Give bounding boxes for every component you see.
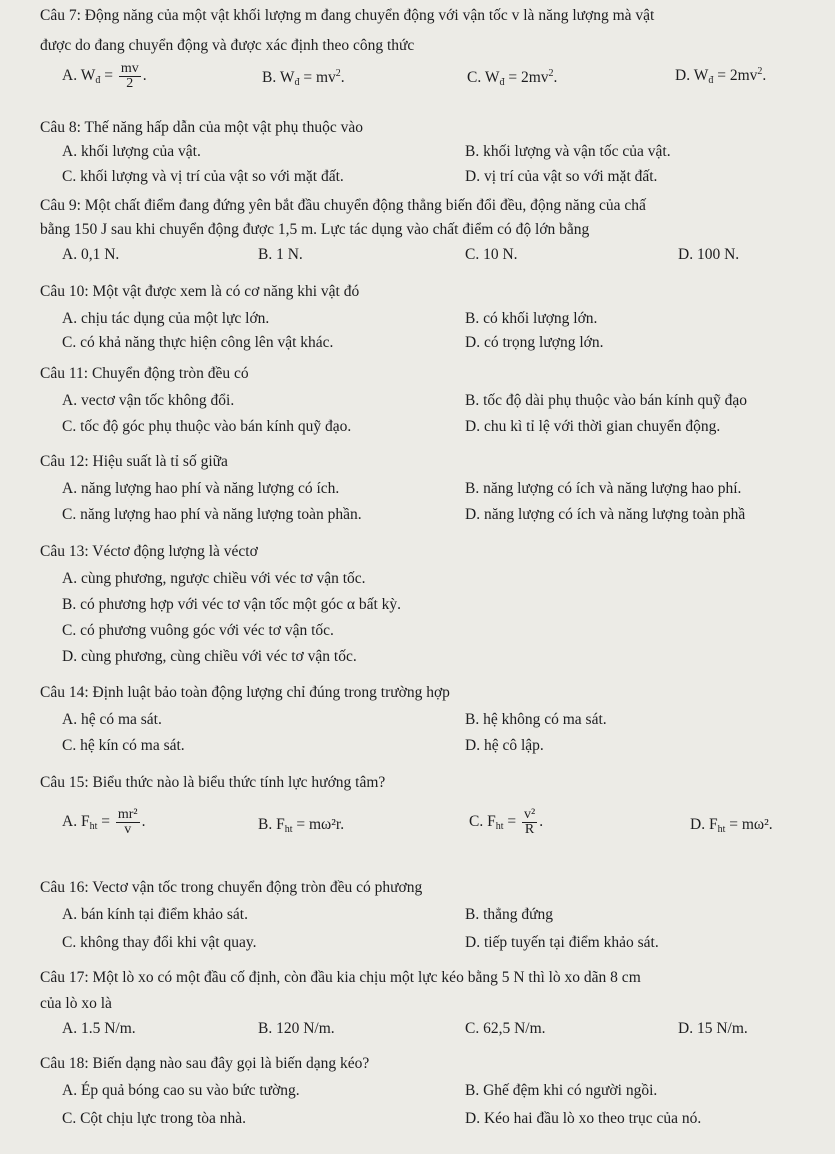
q11-option-c: C. tốc độ góc phụ thuộc vào bán kính quỹ đạo. bbox=[62, 418, 352, 435]
q9-option-d: D. 100 N. bbox=[678, 246, 740, 263]
q9-option-a: A. 0,1 N. bbox=[62, 246, 120, 263]
q13-option-c: C. có phương vuông góc với véc tơ vận tốc. bbox=[62, 622, 334, 639]
q17-option-a: A. 1.5 N/m. bbox=[62, 1020, 136, 1037]
q9-option-c: C. 10 N. bbox=[465, 246, 518, 263]
q7-stem-line2: được do đang chuyển động và được xác định theo công thức bbox=[40, 37, 415, 54]
q15-option-a: A. $F_{ht}$ = $\frac{\text{mr²}}{v}$ . bbox=[62, 807, 146, 837]
q10-option-b: B. có khối lượng lớn. bbox=[465, 310, 598, 327]
q11-option-b: B. tốc độ dài phụ thuộc vào bán kính quỹ đạo bbox=[465, 392, 747, 409]
q8-stem: Câu 8: Thế năng hấp dẫn của một vật phụ thuộc vào bbox=[40, 119, 363, 136]
q14-option-a: A. hệ có ma sát. bbox=[62, 711, 162, 728]
q14-option-d: D. hệ cô lập. bbox=[465, 737, 544, 754]
q16-option-a: A. bán kính tại điểm khảo sát. bbox=[62, 906, 248, 923]
q8-option-d: D. vị trí của vật so với mặt đất. bbox=[465, 168, 658, 185]
q16-option-d: D. tiếp tuyến tại điểm khảo sát. bbox=[465, 934, 659, 951]
q16-option-b: B. thẳng đứng bbox=[465, 906, 554, 923]
q17-option-b: B. 120 N/m. bbox=[258, 1020, 335, 1037]
q11-option-a: A. vectơ vận tốc không đổi. bbox=[62, 392, 235, 409]
q9-option-b: B. 1 N. bbox=[258, 246, 303, 263]
q14-stem: Câu 14: Định luật bảo toàn động lượng chỉ đúng trong trường hợp bbox=[40, 684, 450, 701]
q14-option-c: C. hệ kín có ma sát. bbox=[62, 737, 185, 754]
q10-option-c: C. có khả năng thực hiện công lên vật khác. bbox=[62, 334, 334, 351]
q9-stem-line2: bằng 150 J sau khi chuyển động được 1,5 m. Lực tác dụng vào chất điểm có độ lớn bằng bbox=[40, 221, 590, 238]
q14-option-b: B. hệ không có ma sát. bbox=[465, 711, 607, 728]
q12-option-d: D. năng lượng có ích và năng lượng toàn phầ bbox=[465, 506, 746, 523]
q12-option-b: B. năng lượng có ích và năng lượng hao phí. bbox=[465, 480, 742, 497]
q15-option-d: D. $F_{ht} = m\omega^2$. bbox=[690, 816, 773, 835]
q12-option-a: A. năng lượng hao phí và năng lượng có ích. bbox=[62, 480, 340, 497]
q11-option-d: D. chu kì tỉ lệ với thời gian chuyển động. bbox=[465, 418, 721, 435]
q13-option-a: A. cùng phương, ngược chiều với véc tơ vận tốc. bbox=[62, 570, 366, 587]
q8-option-c: C. khối lượng và vị trí của vật so với mặt đất. bbox=[62, 168, 344, 185]
q10-stem: Câu 10: Một vật được xem là có cơ năng khi vật đó bbox=[40, 283, 360, 300]
q15-stem: Câu 15: Biểu thức nào là biểu thức tính lực hướng tâm? bbox=[40, 774, 386, 791]
q16-option-c: C. không thay đổi khi vật quay. bbox=[62, 934, 257, 951]
q13-option-b: B. có phương hợp với véc tơ vận tốc một góc α bất kỳ. bbox=[62, 596, 402, 613]
q12-option-c: C. năng lượng hao phí và năng lượng toàn phần. bbox=[62, 506, 362, 523]
q10-option-d: D. có trọng lượng lớn. bbox=[465, 334, 604, 351]
q15-option-c: C. $F_{ht}$ = $\frac{\text{v²}}{R}$ . bbox=[469, 807, 544, 837]
q12-stem: Câu 12: Hiệu suất là tỉ số giữa bbox=[40, 453, 228, 470]
q9-stem-line1: Câu 9: Một chất điểm đang đứng yên bắt đầu chuyển động thẳng biến đổi đều, động năng của chấ bbox=[40, 197, 646, 214]
q7-stem-line1: Câu 7: Động năng của một vật khối lượng m đang chuyển động với vận tốc v là năng lượng mà vật bbox=[40, 7, 655, 24]
q13-stem: Câu 13: Véctơ động lượng là véctơ bbox=[40, 543, 258, 560]
q17-stem-line2: của lò xo là bbox=[40, 995, 112, 1012]
q17-option-c: C. 62,5 N/m. bbox=[465, 1020, 546, 1037]
q16-stem: Câu 16: Vectơ vận tốc trong chuyển động tròn đều có phương bbox=[40, 879, 423, 896]
q18-option-b: B. Ghế đệm khi có người ngồi. bbox=[465, 1082, 658, 1099]
q10-option-a: A. chịu tác dụng của một lực lớn. bbox=[62, 310, 270, 327]
q7-option-d: D. $W_đ = 2mv^2$. bbox=[675, 66, 767, 86]
q8-option-a: A. khối lượng của vật. bbox=[62, 143, 201, 160]
q17-stem-line1: Câu 17: Một lò xo có một đầu cố định, còn đầu kia chịu một lực kéo bằng 5 N thì lò xo dãn 8 cm bbox=[40, 969, 641, 986]
q11-stem: Câu 11: Chuyển động tròn đều có bbox=[40, 365, 249, 382]
q17-option-d: D. 15 N/m. bbox=[678, 1020, 748, 1037]
q18-option-a: A. Ép quả bóng cao su vào bức tường. bbox=[62, 1082, 300, 1099]
q7-option-c: C. $W_đ = 2mv^2$. bbox=[467, 68, 558, 88]
q18-option-c: C. Cột chịu lực trong tòa nhà. bbox=[62, 1110, 247, 1127]
q8-option-b: B. khối lượng và vận tốc của vật. bbox=[465, 143, 671, 160]
q7-option-b: B. $W_đ = mv^2$. bbox=[262, 68, 345, 88]
q15-option-b: B. $F_{ht} = m\omega^2r$. bbox=[258, 816, 345, 835]
q18-option-d: D. Kéo hai đầu lò xo theo trục của nó. bbox=[465, 1110, 702, 1127]
q18-stem: Câu 18: Biến dạng nào sau đây gọi là biến dạng kéo? bbox=[40, 1055, 370, 1072]
q13-option-d: D. cùng phương, cùng chiều với véc tơ vận tốc. bbox=[62, 648, 357, 665]
q7-option-a: A. $W_đ$ = $\frac{mv}{2}$ . bbox=[62, 61, 147, 91]
